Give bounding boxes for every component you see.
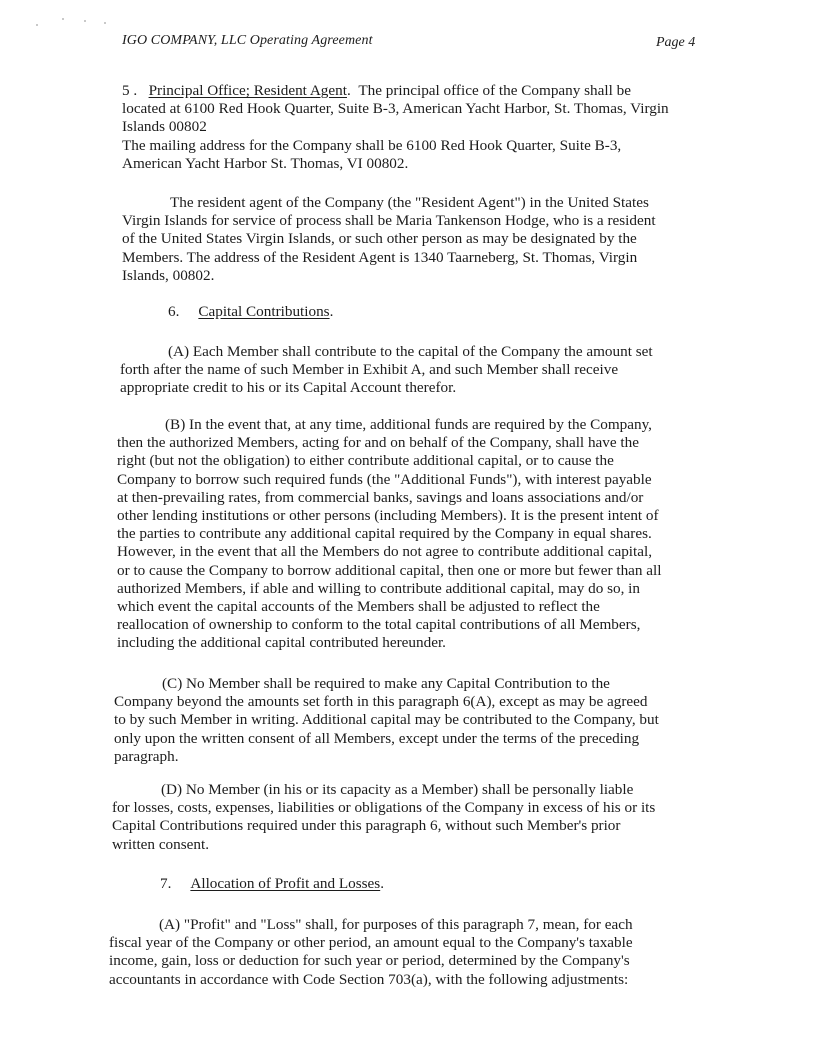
text-line: (D) No Member (in his or its capacity as a Member) shall be personally liable: [161, 781, 634, 798]
text-line: (A) "Profit" and "Loss" shall, for purposes of this paragraph 7, mean, for each: [159, 916, 633, 933]
section-5-heading: Principal Office; Resident Agent: [148, 82, 347, 99]
section-6-a: [120, 343, 653, 398]
text-line: Company to borrow such required funds (the "Additional Funds"), with interest payable: [117, 470, 652, 488]
text-line: including the additional capital contributed hereunder.: [117, 634, 446, 652]
text-line: The resident agent of the Company (the "Resident Agent") in the United States: [170, 194, 649, 211]
document-header-title: IGO COMPANY, LLC Operating Agreement: [122, 33, 373, 48]
scan-artifact: [62, 18, 64, 20]
text-line: or to cause the Company to borrow additional capital, then one or more but fewer than all: [117, 561, 662, 579]
section-5-paragraph-1: 5 . Principal Office; Resident Agent. The principal office of the Company shall be located at 6100 Red Hook Quarter, Suite B-3, American Yacht Harbor, St. Thomas, Virgin Islands 00802 The mailing address for the Company shall be 6100 Red Hook Quarter, Suite B-3, American Yacht Harbor St. Thomas, VI 00802.: [122, 82, 669, 172]
section-7-heading: Allocation of Profit and Losses: [190, 875, 381, 892]
text-line: The principal office of the Company shall be: [358, 82, 631, 99]
section-7-number: 7.: [160, 875, 172, 892]
text-line: (B) In the event that, at any time, additional funds are required by the Company,: [165, 416, 652, 433]
section-5-number: 5 .: [122, 82, 138, 99]
scan-artifact: [84, 20, 86, 22]
text-line: right (but not the obligation) to either contribute additional capital, or to cause the: [117, 452, 614, 470]
text-line: forth after the name of such Member in Exhibit A, and such Member shall receive: [120, 361, 619, 379]
text-line: appropriate credit to his or its Capital Account therefor.: [120, 379, 457, 397]
text-line: American Yacht Harbor St. Thomas, VI 00802.: [122, 154, 409, 172]
text-line: to by such Member in writing. Additional capital may be contributed to the Company, but: [114, 711, 659, 729]
text-line: for losses, costs, expenses, liabilities or obligations of the Company in excess of his or its: [112, 799, 656, 817]
section-6-heading: Capital Contributions: [198, 303, 330, 320]
section-6-d: [112, 781, 655, 854]
text-line: the parties to contribute any additional capital required by the Company in equal shares.: [117, 525, 652, 543]
text-line: at then-prevailing rates, from commercial banks, savings and loans associations and/or: [117, 488, 644, 506]
text-line: Company beyond the amounts set forth in this paragraph 6(A), except as may be agreed: [114, 693, 648, 711]
section-6-number: 6.: [168, 303, 180, 320]
text-line: authorized Members, if able and willing to contribute additional capital, may do so, in: [117, 579, 640, 597]
text-line: Islands 00802: [122, 118, 207, 136]
text-line: reallocation of ownership to conform to the total capital contributions of all Members,: [117, 616, 641, 634]
text-line: Virgin Islands for service of process shall be Maria Tankenson Hodge, who is a resident: [122, 212, 656, 230]
section-6-c: [114, 675, 659, 766]
text-line: Members. The address of the Resident Agent is 1340 Taarneberg, St. Thomas, Virgin: [122, 248, 638, 266]
text-line: Islands, 00802.: [122, 266, 215, 284]
text-line: (C) No Member shall be required to make any Capital Contribution to the: [162, 675, 610, 692]
text-line: (A) Each Member shall contribute to the capital of the Company the amount set: [168, 343, 653, 360]
text-line: of the United States Virgin Islands, or such other person as may be designated by the: [122, 230, 637, 248]
text-line: which event the capital accounts of the Members shall be adjusted to reflect the: [117, 598, 600, 616]
text-line: fiscal year of the Company or other period, an amount equal to the Company's taxable: [109, 934, 633, 952]
section-7-heading-line: 7. Allocation of Profit and Losses.: [160, 875, 384, 892]
text-line: other lending institutions or other persons (including Members). It is the present intent of: [117, 507, 659, 525]
section-6-heading-line: 6. Capital Contributions.: [168, 303, 334, 320]
scan-artifact: [104, 22, 106, 24]
section-7-a: [109, 916, 633, 989]
text-line: only upon the written consent of all Members, except under the terms of the preceding: [114, 729, 640, 747]
text-line: Capital Contributions required under this paragraph 6, without such Member's prior: [112, 817, 621, 835]
text-line: paragraph.: [114, 747, 179, 765]
text-line: located at 6100 Red Hook Quarter, Suite B-3, American Yacht Harbor, St. Thomas, Virgin: [122, 100, 669, 118]
page-number: Page 4: [656, 35, 696, 50]
text-line: income, gain, loss or deduction for such year or period, determined by the Company's: [109, 952, 630, 970]
text-line: accountants in accordance with Code Section 703(a), with the following adjustments:: [109, 970, 629, 988]
text-line: then the authorized Members, acting for and on behalf of the Company, shall have the: [117, 434, 639, 452]
text-line: However, in the event that all the Members do not agree to contribute additional capital,: [117, 543, 652, 561]
text-line: written consent.: [112, 835, 210, 853]
section-6-b: [117, 416, 661, 653]
section-5-paragraph-2: [122, 194, 656, 285]
scan-artifact: [36, 24, 38, 26]
text-line: The mailing address for the Company shall be 6100 Red Hook Quarter, Suite B-3,: [122, 136, 622, 154]
